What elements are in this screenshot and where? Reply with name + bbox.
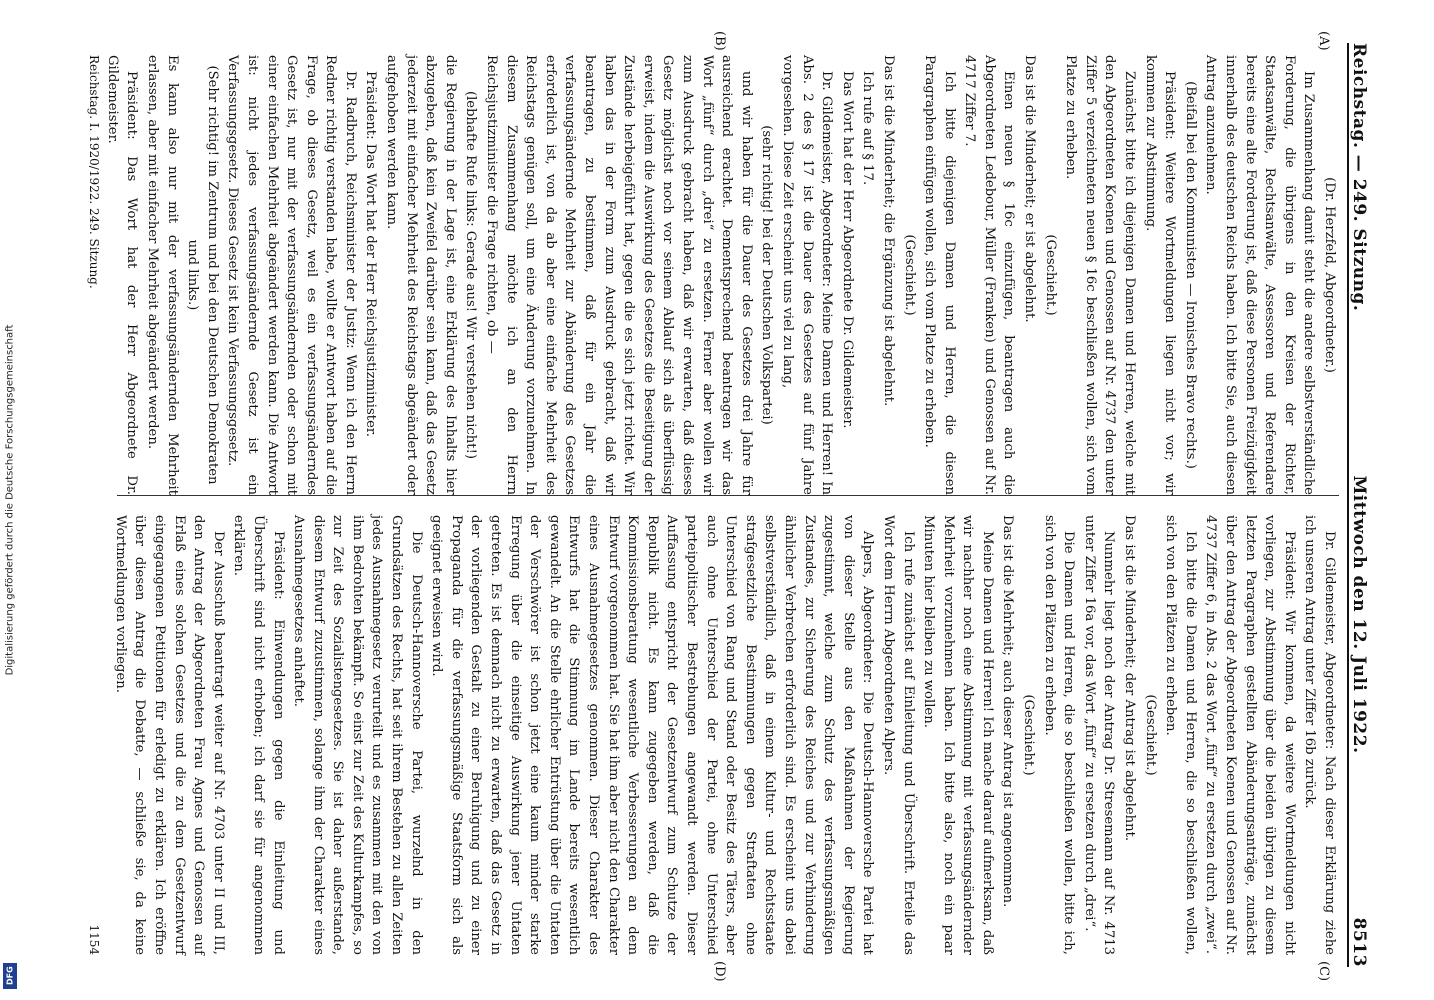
paragraph: Zunächst bitte ich diejenigen Damen und Herren, welche mit den Abgeordneten Koenen und Genossen auf Nr. 4737 den unter Ziffer 5 verzeichneten neuen § 16c beschließen wollen, sich vom Platze zu erheben. bbox=[1063, 55, 1138, 495]
paragraph: (Geschieht.) bbox=[1142, 694, 1158, 776]
credit-strip bbox=[0, 0, 20, 1000]
paragraph: (Beifall bei den Kommunisten — Ironisches Bravo rechts.) bbox=[1182, 81, 1198, 469]
footer-left: Reichstag. I. 1920/1922. 249. Sitzung. bbox=[87, 55, 101, 289]
paragraph: Präsident: Das Wort hat der Herr Abgeordnete Dr. Gildemeister. bbox=[104, 55, 140, 495]
paragraph: Im Zusammenhang damit steht die andere selbstverständliche Forderung, die übrigens in den Kreisen der Richter, Staatsanwälte, Rechtsanwälte, Assessoren und Referendare bereits eine alte Forderung ist, daß diese Personen Freizügigkeit innerhalb des deutschen Reichs haben. Ich bitte Sie, auch diesen Antrag anzunehmen. bbox=[1203, 55, 1317, 495]
dfg-logo-icon: DFG bbox=[3, 963, 17, 989]
paragraph: Das ist die Minderheit; er ist abgelehnt. bbox=[1022, 55, 1038, 323]
paragraph: (Sehr richtig! im Zentrum und bei den Deutschen Demokraten und links.) bbox=[185, 65, 220, 485]
paragraph: (lebhafte Rufe links: Gerade aus! Wir verstehen nicht!) bbox=[463, 90, 479, 460]
page-header bbox=[1347, 43, 1383, 967]
credit-text: Digitalisierung gefördert durch die Deutsche Forschungsgemeinschaft bbox=[4, 324, 16, 676]
paragraph: Meine Damen und Herren! Ich mache darauf aufmerksam, daß wir nachher noch eine Abstimmung mit verfassungsändernder Mehrheit vorzunehmen haben. Ich bitte also, noch ein paar Minuten hier bleiben zu wollen. bbox=[921, 515, 995, 955]
paragraph: Präsident: Wir kommen, da weitere Wortmeldungen nicht vorliegen, zur Abstimmung über die beiden übrigen zu diesem letzten Paragraphen gestellten Abänderungsanträge, zunächst über den Antrag der Abgeordneten Koenen und Genossen auf Nr. 4737 Ziffer 6, in Abs. 2 das Wort „fünf“ zu ersetzen durch „zwei“. bbox=[1203, 515, 1297, 955]
page-number: 8513 bbox=[1349, 917, 1369, 967]
paragraph: Alpers, Abgeordneter: Die Deutsch-Hannoversche Partei hat von dieser Stelle aus den Maßnahmen der Regierung zugestimmt, welche zum Schutz des verfassungsmäßigen Zustandes, zur Sicherung des Reiches und zur Verhinderung ähnlicher Verbrechen erforderlich sind. Es erscheint uns dabei selbstverständlich, daß in einem Kultur- und Rechtsstaate strafgesetzliche Bestimmungen gegen Straftaten ohne Unterschied von Rang und Stand oder Besitz des Täters, aber auch ohne Unterschied der Partei, ohne Unterschied parteipolitischer Bestrebungen angewandt werden. Dieser Auffassung entspricht der Gesetzentwurf zum Schutze der Republik nicht. Es kann zugegeben werden, daß die Kommissionsberatung wesentliche Verbesserungen an dem Entwurf vorgenommen hat. Sie hat ihm aber nicht den Charakter eines Ausnahmegesetzes genommen. Dieser Charakter des Entwurfs hat die Stimmung im Lande bereits wesentlich gewandelt. An die Stelle ehrlicher Entrüstung über die Untaten der Verschwörer ist schon jetzt eine kaum minder starke Erregung über die einseitige Auswirkung jener Untaten getreten. Es ist demnach nicht zu erwarten, daß das Gesetz in der vorliegenden Gestalt zu einer Beruhigung und zu einer Propaganda für die verfassungsmäßige Staatsform sich als geeignet erweisen wird. bbox=[429, 515, 876, 955]
paragraph: (Dr. Herzfeld, Abgeordneter.) bbox=[1322, 177, 1337, 373]
document-page bbox=[47, 25, 1387, 985]
paragraph: Präsident: Weitere Wortmeldungen liegen nicht vor; wir kommen zur Abstimmung. bbox=[1142, 55, 1178, 495]
paragraph: Nunmehr liegt noch der Antrag Dr. Stresemann auf Nr. 4713 unter Ziffer 16a vor, das Wort „fünf“ zu ersetzen durch „drei“. bbox=[1081, 515, 1117, 955]
paragraph: und wir haben für die Dauer des Gesetzes drei Jahre für ausreichend erachtet. Dementsprechend beantragen wir das Wort „fünf“ durch „drei“ zu ersetzen. Ferner aber wollen wir zum Ausdruck gebracht haben, daß wir erwarten, daß dieses Gesetz möglichst noch vor seinem Ablauf sich als überflüssig erweist, indem die Auswirkung des Gesetzes die Beseitigung der Zustände herbeigeführt hat, gegen die es sich jetzt richtet. Wir haben das in der Form zum Ausdruck gebracht, daß wir beantragen, zu bestimmen, daß für ein Jahr die verfassungsändernde Mehrheit zur Abänderung des Gesetzes erforderlich ist, von da ab aber eine einfache Mehrheit des Reichstags genügen soll, um eine Änderung vorzunehmen. In diesem Zusammenhang möchte ich an den Herrn Reichsjustizminister die Frage richten, ob — bbox=[484, 55, 754, 495]
paragraph: Ich bitte die Damen und Herren, die so beschließen wollen, sich von den Plätzen zu erheben. bbox=[1163, 515, 1198, 955]
paragraph: (Geschieht.) bbox=[901, 234, 917, 316]
paragraph: Es kann also nur mit der verfassungsändernden Mehrheit erlassen, aber mit einfacher Mehrheit abgeändert werden. bbox=[144, 55, 180, 495]
paragraph: Präsident: Einwendungen gegen die Einleitung und Überschrift sind nicht erhoben; ich darf sie für angenommen erklären. bbox=[231, 515, 286, 955]
paragraph: die Regierung in der Lage ist, eine Erklärung des Inhalts hier abzugeben, daß kein Zweifel darüber sein kann, daß das Gesetz jederzeit mit einfacher Mehrheit des Reichstags abgeändert oder aufgehoben werden kann. bbox=[384, 55, 458, 495]
paragraph: Einen neuen § 16c einzufügen, beantragen auch die Abgeordneten Ledebour, Müller (Franken) und Genossen auf Nr. 4717 Ziffer 7. bbox=[962, 55, 1017, 495]
paragraph: Das ist die Minderheit; der Antrag ist abgelehnt. bbox=[1122, 515, 1138, 842]
paragraph: (Geschieht.) bbox=[1021, 694, 1037, 776]
right-column bbox=[112, 515, 1339, 955]
header-left: Reichstag. — 249. Sitzung. bbox=[1349, 43, 1369, 312]
paragraph: (Geschieht.) bbox=[1042, 234, 1058, 316]
paragraph: Präsident: Das Wort hat der Herr Reichsjustizminister. bbox=[363, 71, 379, 437]
paragraph: Dr. Gildemeister, Abgeordneter: Meine Damen und Herren! In Abs. 2 des § 17 ist die Dauer des Gesetzes auf fünf Jahre vorgesehen. Diese Zeit erscheint uns viel zu lang, bbox=[779, 55, 835, 495]
left-column bbox=[104, 55, 1339, 495]
paragraph: Dr. Gildemeister, Abgeordneter: Nach dieser Erklärung ziehe ich unseren Antrag unter Ziffer 16b zurück. bbox=[1302, 515, 1337, 955]
header-date: Mittwoch den 12. Juli 1922. bbox=[1349, 475, 1369, 754]
paragraph: Das Wort hat der Herr Abgeordnete Dr. Gildemeister. bbox=[839, 71, 855, 429]
paragraph: Das ist die Minderheit; die Ergänzung ist abgelehnt. bbox=[880, 55, 896, 407]
paragraph: Dr. Radbruch, Reichsminister der Justiz: Wenn ich den Herrn Redner richtig verstanden habe, wollte er Antwort haben auf die Frage, ob dieses Gesetz, weil es ein verfassungsänderndes Gesetz ist, nur mit der verfassungsändernden oder schon mit einer einfachen Mehrheit abgeändert werden kann. Die Antwort ist: nicht jedes verfassungsändernde Gesetz ist ein Verfassungsgesetz. Dieses Gesetz ist kein Verfassungsgesetz. bbox=[225, 55, 358, 495]
page-footer bbox=[87, 55, 109, 955]
paragraph: Die Damen und Herren, die so beschließen wollen, bitte ich, sich von den Plätzen zu erheben. bbox=[1041, 515, 1077, 955]
paragraph: Ich bitte diejenigen Damen und Herren, die diesen Paragraphen einfügen wollen, sich vom Platze zu erheben. bbox=[922, 55, 957, 495]
margin-marker-a: (A) bbox=[1316, 31, 1331, 51]
footer-right: 1154 bbox=[87, 924, 101, 955]
paragraph: Ich rufe zunächst auf Einleitung und Überschrift. Erteile das Wort dem Herrn Abgeordneten Alpers. bbox=[880, 515, 916, 955]
paragraph: Der Ausschuß beantragt weiter auf Nr. 4703 unter II und III, den Antrag der Abgeordneten Frau Agnes und Genossen auf Erlaß eines solchen Gesetzes und die zu dem Gesetzentwurf eingegangenen Petitionen für erledigt zu erklären. Ich eröffne über diesen Antrag die Debatte, — schließe sie, da keine Wortmeldungen vorliegen. bbox=[112, 515, 226, 955]
paragraph: Ich rufe auf § 17. bbox=[860, 71, 876, 186]
column-divider bbox=[117, 495, 1339, 496]
margin-marker-d: (D) bbox=[712, 961, 727, 982]
paragraph: (sehr richtig! bei der Deutschen Volkspartei) bbox=[759, 125, 775, 425]
paragraph: Das ist die Mehrheit; auch dieser Antrag ist angenommen. bbox=[1000, 515, 1016, 908]
margin-marker-b: (B) bbox=[712, 31, 727, 51]
margin-marker-c: (C) bbox=[1316, 961, 1331, 982]
paragraph: Die Deutsch-Hannoversche Partei, wurzelnd in den Grundsätzen des Rechts, hat seit ihrem Bestehen zu allen Zeiten jedes Ausnahmegesetz verurteilt und es zusammen mit den von ihm Bedrohten bekämpft. So einst zur Zeit des Kulturkampfes, so zur Zeit des Sozialistengesetzes. Sie ist daher außerstande, diesem Entwurf zuzustimmen, solange ihm der Charakter eines Ausnahmegesetzes anhaftet. bbox=[291, 515, 424, 955]
